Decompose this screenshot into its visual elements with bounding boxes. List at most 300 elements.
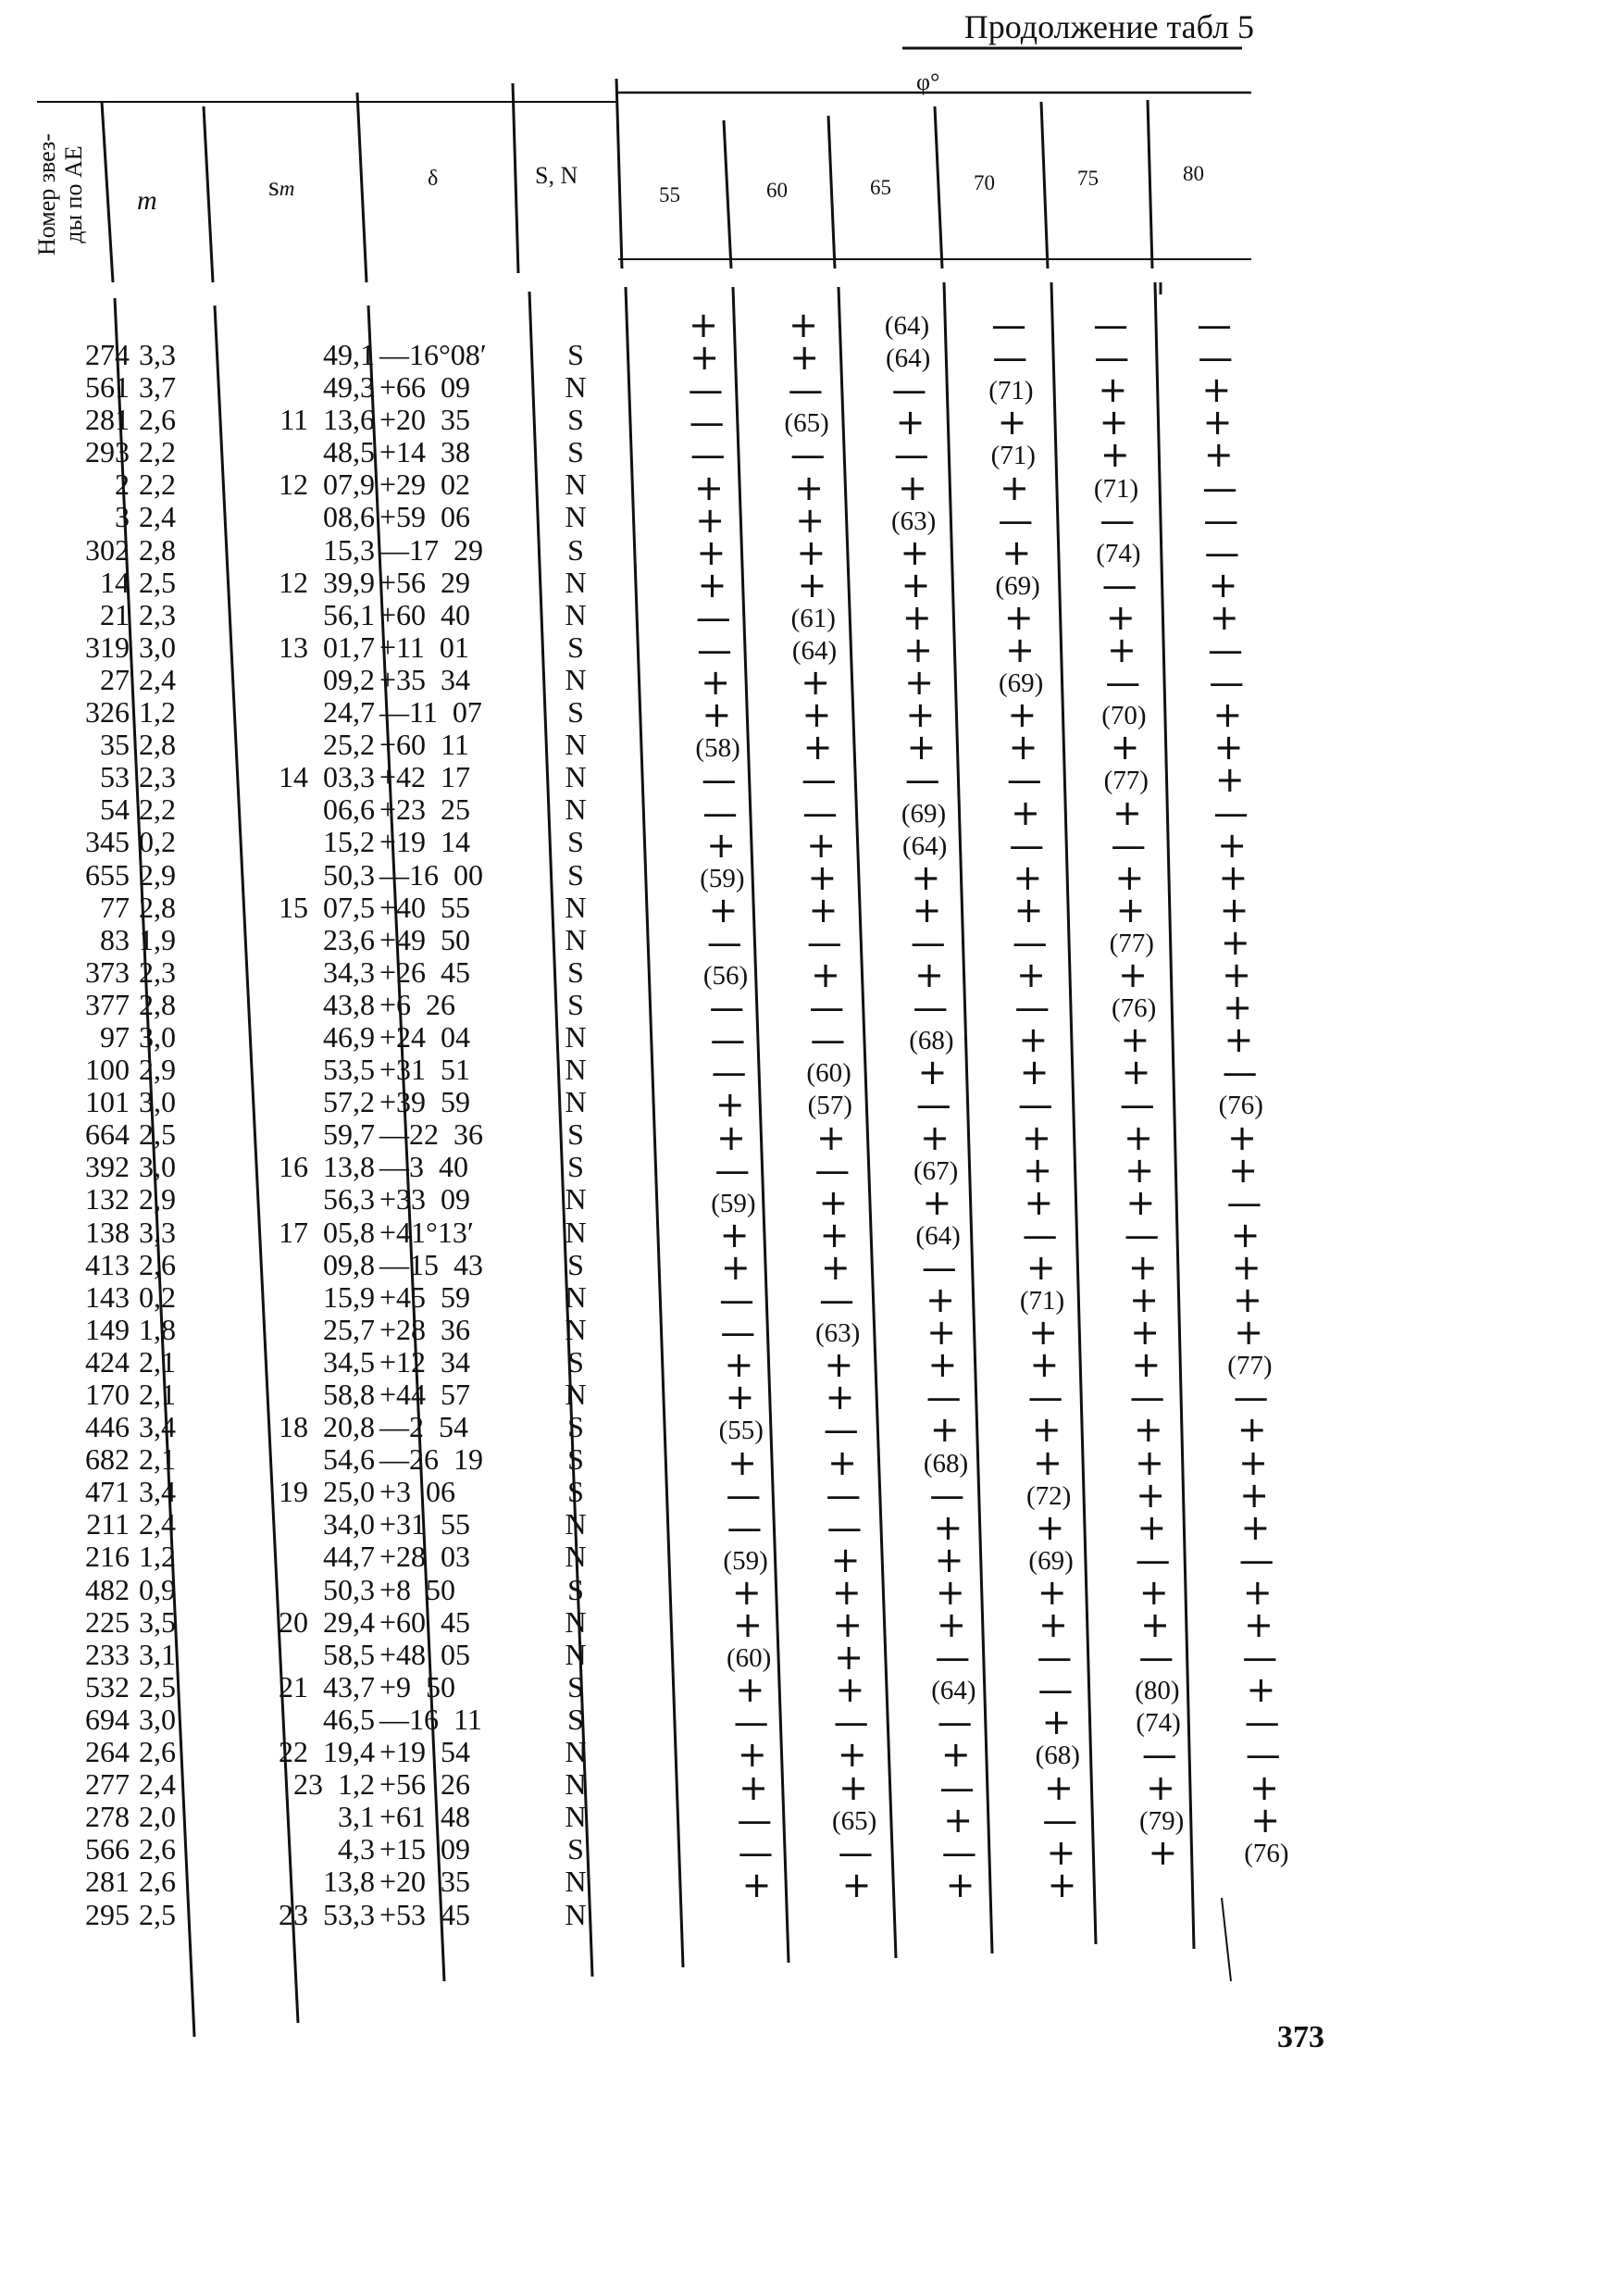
phi-80-entry: + (1233, 1279, 1262, 1320)
phi-60-entry: — (788, 369, 824, 411)
magnitude-cell: 2,3 (139, 955, 176, 989)
phi-55-entry: + (731, 1571, 762, 1613)
phi-60-entry: (65) (832, 1805, 877, 1836)
phi-55-entry: — (711, 1052, 747, 1093)
phi-65-entry: — (913, 987, 949, 1029)
phi-60-entry: + (818, 1181, 849, 1223)
phi-80-entry: + (1244, 1604, 1274, 1645)
phi-80-entry: + (1214, 759, 1245, 801)
sn-cell: N (565, 1053, 587, 1087)
magnitude-cell: 2,1 (139, 1344, 176, 1379)
magnitude-cell: 3,3 (139, 1215, 176, 1249)
phi-80-entry: + (1231, 1246, 1261, 1288)
phi-80-entry: + (1218, 856, 1249, 898)
header-sm-sub: m (279, 177, 295, 200)
column-declination (379, 339, 546, 1931)
phi-55-entry: (59) (711, 1188, 756, 1218)
phi-80-entry: (76) (1218, 1091, 1263, 1121)
magnitude-cell: 2,9 (139, 1053, 176, 1087)
star-number-cell: 413 (85, 1247, 130, 1281)
phi-70-entry: (71) (1019, 1286, 1065, 1316)
magnitude-cell: 0,2 (139, 825, 176, 859)
phi-70-entry: + (1008, 727, 1038, 768)
sn-cell: S (567, 1117, 584, 1152)
magnitude-cell: 2,3 (139, 760, 176, 794)
phi-80-entry: + (1209, 596, 1239, 638)
phi-75-entry: + (1127, 1246, 1158, 1288)
phi-75-entry: — (1105, 662, 1141, 704)
phi-70-entry: + (1024, 1181, 1054, 1223)
phi-75-entry: — (1124, 1214, 1160, 1255)
phi-55-entry: + (735, 1669, 765, 1711)
phi-55-entry: + (733, 1604, 763, 1645)
phi-70-entry: + (1000, 467, 1029, 508)
declination-cell: +9 50 (379, 1669, 456, 1703)
phi-75-entry: — (1119, 1084, 1155, 1126)
phi-65-entry: (67) (913, 1155, 959, 1186)
sn-cell: S (567, 1475, 584, 1509)
magnitude-cell: 2,5 (139, 1669, 176, 1703)
phi-75-entry: + (1129, 1279, 1159, 1320)
magnitude-cell: 3,0 (139, 1085, 176, 1119)
phi-60-entry: + (789, 305, 818, 345)
phi-60-entry: (60) (806, 1058, 851, 1089)
magnitude-cell: 2,6 (139, 1865, 176, 1899)
phi-80-entry: + (1227, 1117, 1257, 1158)
phi-75-entry: — (1129, 1377, 1165, 1418)
phi-55-entry: + (694, 467, 724, 508)
phi-60-entry: + (795, 499, 826, 541)
phi-70-entry: — (1038, 1669, 1074, 1711)
star-number-cell: 424 (85, 1344, 130, 1379)
phi-60-entry: + (820, 1246, 851, 1288)
magnitude-cell: 3,5 (139, 1604, 176, 1639)
magnitude-cell: 2,4 (139, 500, 176, 534)
phi-60-entry: + (841, 1864, 872, 1905)
phi-55-entry: + (708, 889, 739, 930)
magnitude-cell: 3,3 (139, 338, 176, 371)
sn-cell: S (567, 532, 584, 567)
star-number-cell: 21 (100, 597, 130, 631)
right-ascension-cell: 09,2 (323, 662, 375, 696)
phi-65-entry: + (929, 1409, 960, 1451)
phi-60-entry: + (834, 1637, 864, 1678)
star-number-cell: 373 (85, 955, 130, 989)
phi-55-entry: — (715, 1149, 751, 1191)
phi-80-entry: + (1249, 1766, 1279, 1808)
phi-60-entry: (65) (784, 408, 829, 439)
magnitude-cell: 3,1 (139, 1637, 176, 1671)
phi-60-entry: — (826, 1474, 862, 1516)
phi-70-entry: + (1033, 1441, 1062, 1483)
phi-70-entry: — (992, 337, 1028, 379)
phi-60-entry: + (831, 1571, 862, 1613)
declination-cell: +49 50 (379, 922, 471, 956)
phi-75-entry: (77) (1109, 928, 1154, 958)
star-number-cell: 471 (85, 1475, 130, 1509)
phi-55-entry: — (710, 1019, 746, 1061)
sn-cell: N (565, 662, 587, 696)
phi-80-entry: + (1238, 1441, 1268, 1483)
phi-55-entry: + (725, 1377, 755, 1418)
phi-75-entry: — (1093, 305, 1128, 345)
right-ascension-cell: 13,8 (323, 1865, 375, 1899)
sn-cell: S (567, 955, 584, 989)
star-number-cell: 302 (85, 532, 130, 567)
phi-80-entry: + (1213, 727, 1244, 768)
sn-cell: N (565, 922, 587, 956)
phi-80-entry: + (1239, 1474, 1270, 1516)
phi-80-entry: + (1236, 1409, 1267, 1451)
phi-65-entry: — (935, 1637, 971, 1678)
phi-65-entry: — (904, 759, 940, 801)
star-number-cell: 97 (100, 1019, 130, 1054)
phi-55-entry: — (733, 1702, 769, 1743)
declination-cell: +31 55 (379, 1507, 471, 1541)
phi-55-entry: + (739, 1766, 768, 1808)
phi-80-entry: + (1240, 1506, 1271, 1548)
phi-55-entry: + (720, 1246, 751, 1288)
phi-70-entry: + (1025, 1246, 1056, 1288)
phi-70-entry: + (1047, 1864, 1077, 1905)
right-ascension-cell: 34,3 (323, 955, 375, 989)
phi-65-entry: — (893, 434, 929, 476)
phi-60-entry: + (835, 1669, 865, 1711)
right-ascension-cell: 17 05,8 (279, 1215, 375, 1249)
magnitude-cell: 2,5 (139, 1117, 176, 1152)
phi-80-entry: + (1250, 1799, 1281, 1841)
declination-cell: +42 17 (379, 760, 471, 794)
sn-cell: S (567, 1572, 584, 1606)
declination-cell: +24 04 (379, 1019, 471, 1054)
declination-cell: +3 06 (379, 1475, 456, 1509)
phi-75-entry: + (1100, 434, 1130, 476)
magnitude-cell: 2,2 (139, 792, 176, 827)
star-number-cell: 14 (100, 565, 130, 599)
declination-cell: +48 05 (379, 1637, 471, 1671)
phi-70-entry: + (1038, 1604, 1068, 1645)
sn-cell: N (565, 1897, 587, 1931)
phi-65-entry: + (926, 1312, 957, 1354)
phi-75-entry: + (1110, 727, 1140, 768)
phi-70-entry: + (1013, 856, 1043, 898)
phi-70-entry: — (1042, 1799, 1078, 1841)
header-phi-60: 60 (766, 179, 788, 202)
phi-65-entry: + (901, 596, 932, 638)
phi-75-entry: (76) (1112, 993, 1157, 1024)
magnitude-cell: 2,4 (139, 1507, 176, 1541)
phi-75-entry: — (1100, 499, 1136, 541)
phi-60-entry: + (825, 1377, 855, 1418)
sn-cell: N (565, 1604, 587, 1639)
declination-cell: —17 29 (379, 532, 483, 567)
header-sm (268, 171, 294, 203)
right-ascension-cell: 19 25,0 (279, 1475, 375, 1509)
sn-cell: S (567, 1832, 584, 1866)
header-star-number-text: Номер звез- ды по АЕ (33, 133, 87, 256)
phi-75-entry: + (1107, 630, 1137, 670)
sn-cell: N (565, 597, 587, 631)
sn-cell: S (567, 1247, 584, 1281)
phi-70-entry: + (1018, 1019, 1049, 1061)
declination-cell: —15 43 (379, 1247, 483, 1281)
phi-80-entry: + (1220, 921, 1250, 963)
phi-75-entry: + (1114, 856, 1145, 898)
phi-55-entry: + (727, 1441, 757, 1483)
right-ascension-cell: 34,0 (323, 1507, 375, 1541)
phi-65-entry: — (929, 1474, 965, 1516)
magnitude-cell: 2,8 (139, 532, 176, 567)
declination-cell: +26 45 (379, 955, 471, 989)
phi-60-entry: — (810, 1019, 846, 1061)
star-number-cell: 53 (100, 760, 130, 794)
phi-55-entry: + (701, 662, 731, 704)
magnitude-cell: 0,9 (139, 1572, 176, 1606)
phi-55-entry: — (688, 369, 724, 411)
phi-75-entry: — (1094, 337, 1130, 379)
phi-80-entry: (76) (1244, 1838, 1289, 1868)
declination-cell: +6 26 (379, 987, 456, 1021)
phi-75-entry: + (1136, 1474, 1166, 1516)
magnitude-cell: 2,0 (139, 1800, 176, 1834)
right-ascension-cell: 11 13,6 (280, 403, 375, 437)
phi-55-entry: (59) (723, 1545, 768, 1576)
phi-65-entry: + (906, 727, 937, 768)
sn-cell: N (565, 1767, 587, 1802)
magnitude-cell: 1,2 (139, 1540, 176, 1574)
star-number-cell: 655 (85, 857, 130, 892)
magnitude-cell: 3,0 (139, 1019, 176, 1054)
declination-cell: +28 03 (379, 1540, 471, 1574)
phi-70-entry: — (998, 499, 1034, 541)
phi-55-entry: + (716, 1117, 746, 1158)
star-number-cell: 446 (85, 1410, 130, 1444)
right-ascension-cell: 43,8 (323, 987, 375, 1021)
right-ascension-cell: 23,6 (323, 922, 375, 956)
phi-75-entry: — (1111, 824, 1147, 866)
phi-70-entry: — (1027, 1377, 1063, 1418)
phi-70-entry: (69) (995, 570, 1040, 601)
magnitude-cell: 2,1 (139, 1378, 176, 1411)
phi-65-entry: + (901, 564, 931, 605)
phi-60-entry: + (811, 955, 840, 995)
phi-75-entry: (71) (1093, 473, 1139, 504)
phi-70-entry: — (1014, 987, 1050, 1029)
right-ascension-cell: 24,7 (323, 695, 375, 730)
sn-cell: S (567, 403, 584, 437)
star-number-cell: 27 (100, 662, 130, 696)
phi-55-entry: — (689, 402, 725, 443)
phi-65-entry: — (926, 1377, 962, 1418)
right-ascension-cell: 34,5 (323, 1344, 375, 1379)
right-ascension-cell: 58,5 (323, 1637, 375, 1671)
phi-55-entry: + (706, 824, 737, 866)
phi-80-entry: — (1242, 1637, 1278, 1678)
phi-65-entry: + (940, 1734, 971, 1776)
phi-70-entry: + (1028, 1312, 1059, 1354)
header-star-number (33, 102, 87, 287)
phi-55-entry: (56) (702, 961, 749, 991)
phi-80-entry: + (1224, 1019, 1254, 1061)
declination-cell: —16 00 (379, 857, 483, 892)
phi-60-entry: + (794, 467, 824, 508)
phi-70-entry: + (1013, 889, 1044, 930)
page-number: 373 (1277, 2020, 1324, 2054)
declination-cell: +45 59 (379, 1279, 471, 1314)
phi-65-entry: + (917, 1052, 948, 1093)
declination-cell: +29 02 (379, 468, 471, 502)
right-ascension-cell: 25,2 (323, 728, 375, 762)
sn-cell: S (567, 435, 584, 469)
phi-55-entry: — (695, 596, 731, 638)
sn-cell: S (567, 695, 584, 730)
phi-60-entry: + (806, 824, 837, 866)
phi-55-entry: + (689, 305, 718, 345)
declination-cell: +23 25 (379, 792, 471, 827)
phi-65-entry: + (926, 1279, 955, 1320)
star-number-cell: 170 (85, 1378, 130, 1411)
declination-cell: +56 26 (379, 1767, 471, 1802)
phi-55-entry: — (727, 1506, 763, 1548)
phi-80-entry: — (1204, 531, 1240, 573)
phi-55-entry: (59) (700, 863, 745, 893)
phi-65-entry: + (900, 531, 930, 573)
right-ascension-cell: 15,9 (323, 1279, 375, 1314)
declination-cell: +60 45 (379, 1604, 471, 1639)
phi-55-entry: — (709, 987, 745, 1029)
phi-70-entry: (71) (988, 376, 1034, 406)
declination-cell: +28 36 (379, 1312, 471, 1346)
phi-70-entry: + (1029, 1344, 1060, 1386)
sn-cell: S (567, 857, 584, 892)
phi-75-entry: (77) (1103, 766, 1149, 796)
magnitude-cell: 3,0 (139, 1702, 176, 1736)
declination-cell: +53 45 (379, 1897, 471, 1931)
phi-65-entry: — (937, 1702, 973, 1743)
phi-55-entry: + (719, 1214, 750, 1255)
phi-55-entry: — (720, 1312, 756, 1354)
phi-65-entry: + (937, 1604, 966, 1645)
star-number-cell: 216 (85, 1540, 130, 1574)
sn-cell: N (565, 468, 587, 502)
sn-cell: S (567, 630, 584, 664)
phi-65-entry: (64) (886, 343, 931, 374)
right-ascension-cell: 4,3 (338, 1832, 375, 1866)
page-caption: Продолжение табл 5 (963, 8, 1254, 45)
phi-70-entry: + (1031, 1409, 1062, 1451)
star-number-cell: 211 (86, 1507, 130, 1541)
phi-75-entry: + (1124, 1117, 1153, 1158)
phi-80-entry: + (1201, 369, 1232, 411)
header-m: m (137, 185, 157, 216)
declination-cell: +40 55 (379, 890, 471, 924)
header-phi-75: 75 (1077, 167, 1099, 190)
phi-65-entry: + (945, 1864, 975, 1905)
phi-55-entry: (55) (718, 1416, 764, 1446)
phi-65-entry: + (903, 630, 933, 670)
right-ascension-cell: 12 07,9 (279, 468, 375, 502)
star-number-cell: 225 (85, 1604, 130, 1639)
phi-60-entry: + (802, 727, 833, 768)
magnitude-cell: 2,3 (139, 597, 176, 631)
star-number-cell: 54 (100, 792, 130, 827)
phi-65-entry: — (921, 1246, 957, 1288)
declination-cell: +12 34 (379, 1344, 471, 1379)
declination-cell: +61 48 (379, 1800, 471, 1834)
star-number-cell: 664 (85, 1117, 130, 1152)
sn-cell: N (565, 1507, 587, 1541)
right-ascension-cell: 08,6 (323, 500, 375, 534)
phi-70-entry: — (1006, 759, 1042, 801)
phi-80-entry: — (1226, 1181, 1262, 1223)
right-ascension-cell: 46,9 (323, 1019, 375, 1054)
star-number-cell: 35 (100, 728, 130, 762)
phi-80-entry: + (1246, 1669, 1276, 1711)
phi-75-entry: + (1138, 1571, 1169, 1613)
phi-60-entry: — (838, 1831, 874, 1873)
right-ascension-cell: 49,1 (323, 338, 375, 371)
header-phi: φ° (916, 69, 940, 95)
header-phi-55: 55 (659, 183, 680, 206)
magnitude-cell: 2,9 (139, 857, 176, 892)
phi-80-entry: — (1198, 337, 1234, 379)
magnitude-cell: 2,1 (139, 1442, 176, 1477)
phi-80-entry: — (1213, 792, 1249, 833)
declination-cell: +44 57 (379, 1378, 471, 1411)
phi-70-entry: — (1037, 1637, 1073, 1678)
phi-75-entry: + (1131, 1344, 1162, 1386)
phi-60-entry: — (801, 759, 837, 801)
phi-70-entry: + (997, 402, 1027, 443)
phi-60-entry: — (823, 1409, 859, 1451)
phi-80-entry: + (1202, 402, 1233, 443)
phi-75-entry: + (1146, 1766, 1175, 1808)
phi-55-entry: + (737, 1734, 767, 1776)
phi-60-entry: + (819, 1214, 850, 1255)
star-number-cell: 277 (85, 1767, 130, 1802)
sn-cell: N (565, 500, 587, 534)
phi-80-entry: — (1202, 467, 1237, 508)
phi-70-entry: — (991, 305, 1026, 345)
star-number-cell: 326 (85, 695, 130, 730)
phi-75-entry: + (1148, 1831, 1178, 1873)
phi-80-entry: — (1244, 1702, 1280, 1743)
phi-75-entry: + (1140, 1604, 1170, 1645)
phi-80-entry: — (1233, 1377, 1269, 1418)
phi-75-entry: — (1138, 1637, 1174, 1678)
right-ascension-cell: 48,5 (323, 435, 375, 469)
column-right-ascension (231, 339, 375, 1931)
right-ascension-cell: 50,3 (323, 857, 375, 892)
magnitude-cell: 3,7 (139, 370, 176, 405)
phi-55-entry: — (706, 921, 742, 963)
header-sm-main: s (268, 171, 280, 202)
phi-55-entry: + (697, 564, 727, 605)
right-ascension-cell: 49,3 (323, 370, 375, 405)
right-ascension-cell: 15 07,5 (279, 890, 375, 924)
magnitude-cell: 3,4 (139, 1410, 176, 1444)
star-number-cell: 682 (85, 1442, 130, 1477)
phi-55-entry: + (695, 499, 726, 541)
phi-80-entry: + (1217, 824, 1248, 866)
right-ascension-cell: 12 39,9 (279, 565, 375, 599)
phi-55-entry: + (690, 337, 720, 379)
star-number-cell: 143 (85, 1279, 130, 1314)
phi-70-entry: — (1012, 921, 1048, 963)
phi-55-entry: + (724, 1344, 754, 1386)
phi-80-entry: — (1222, 1052, 1258, 1093)
sn-cell: S (567, 1344, 584, 1379)
